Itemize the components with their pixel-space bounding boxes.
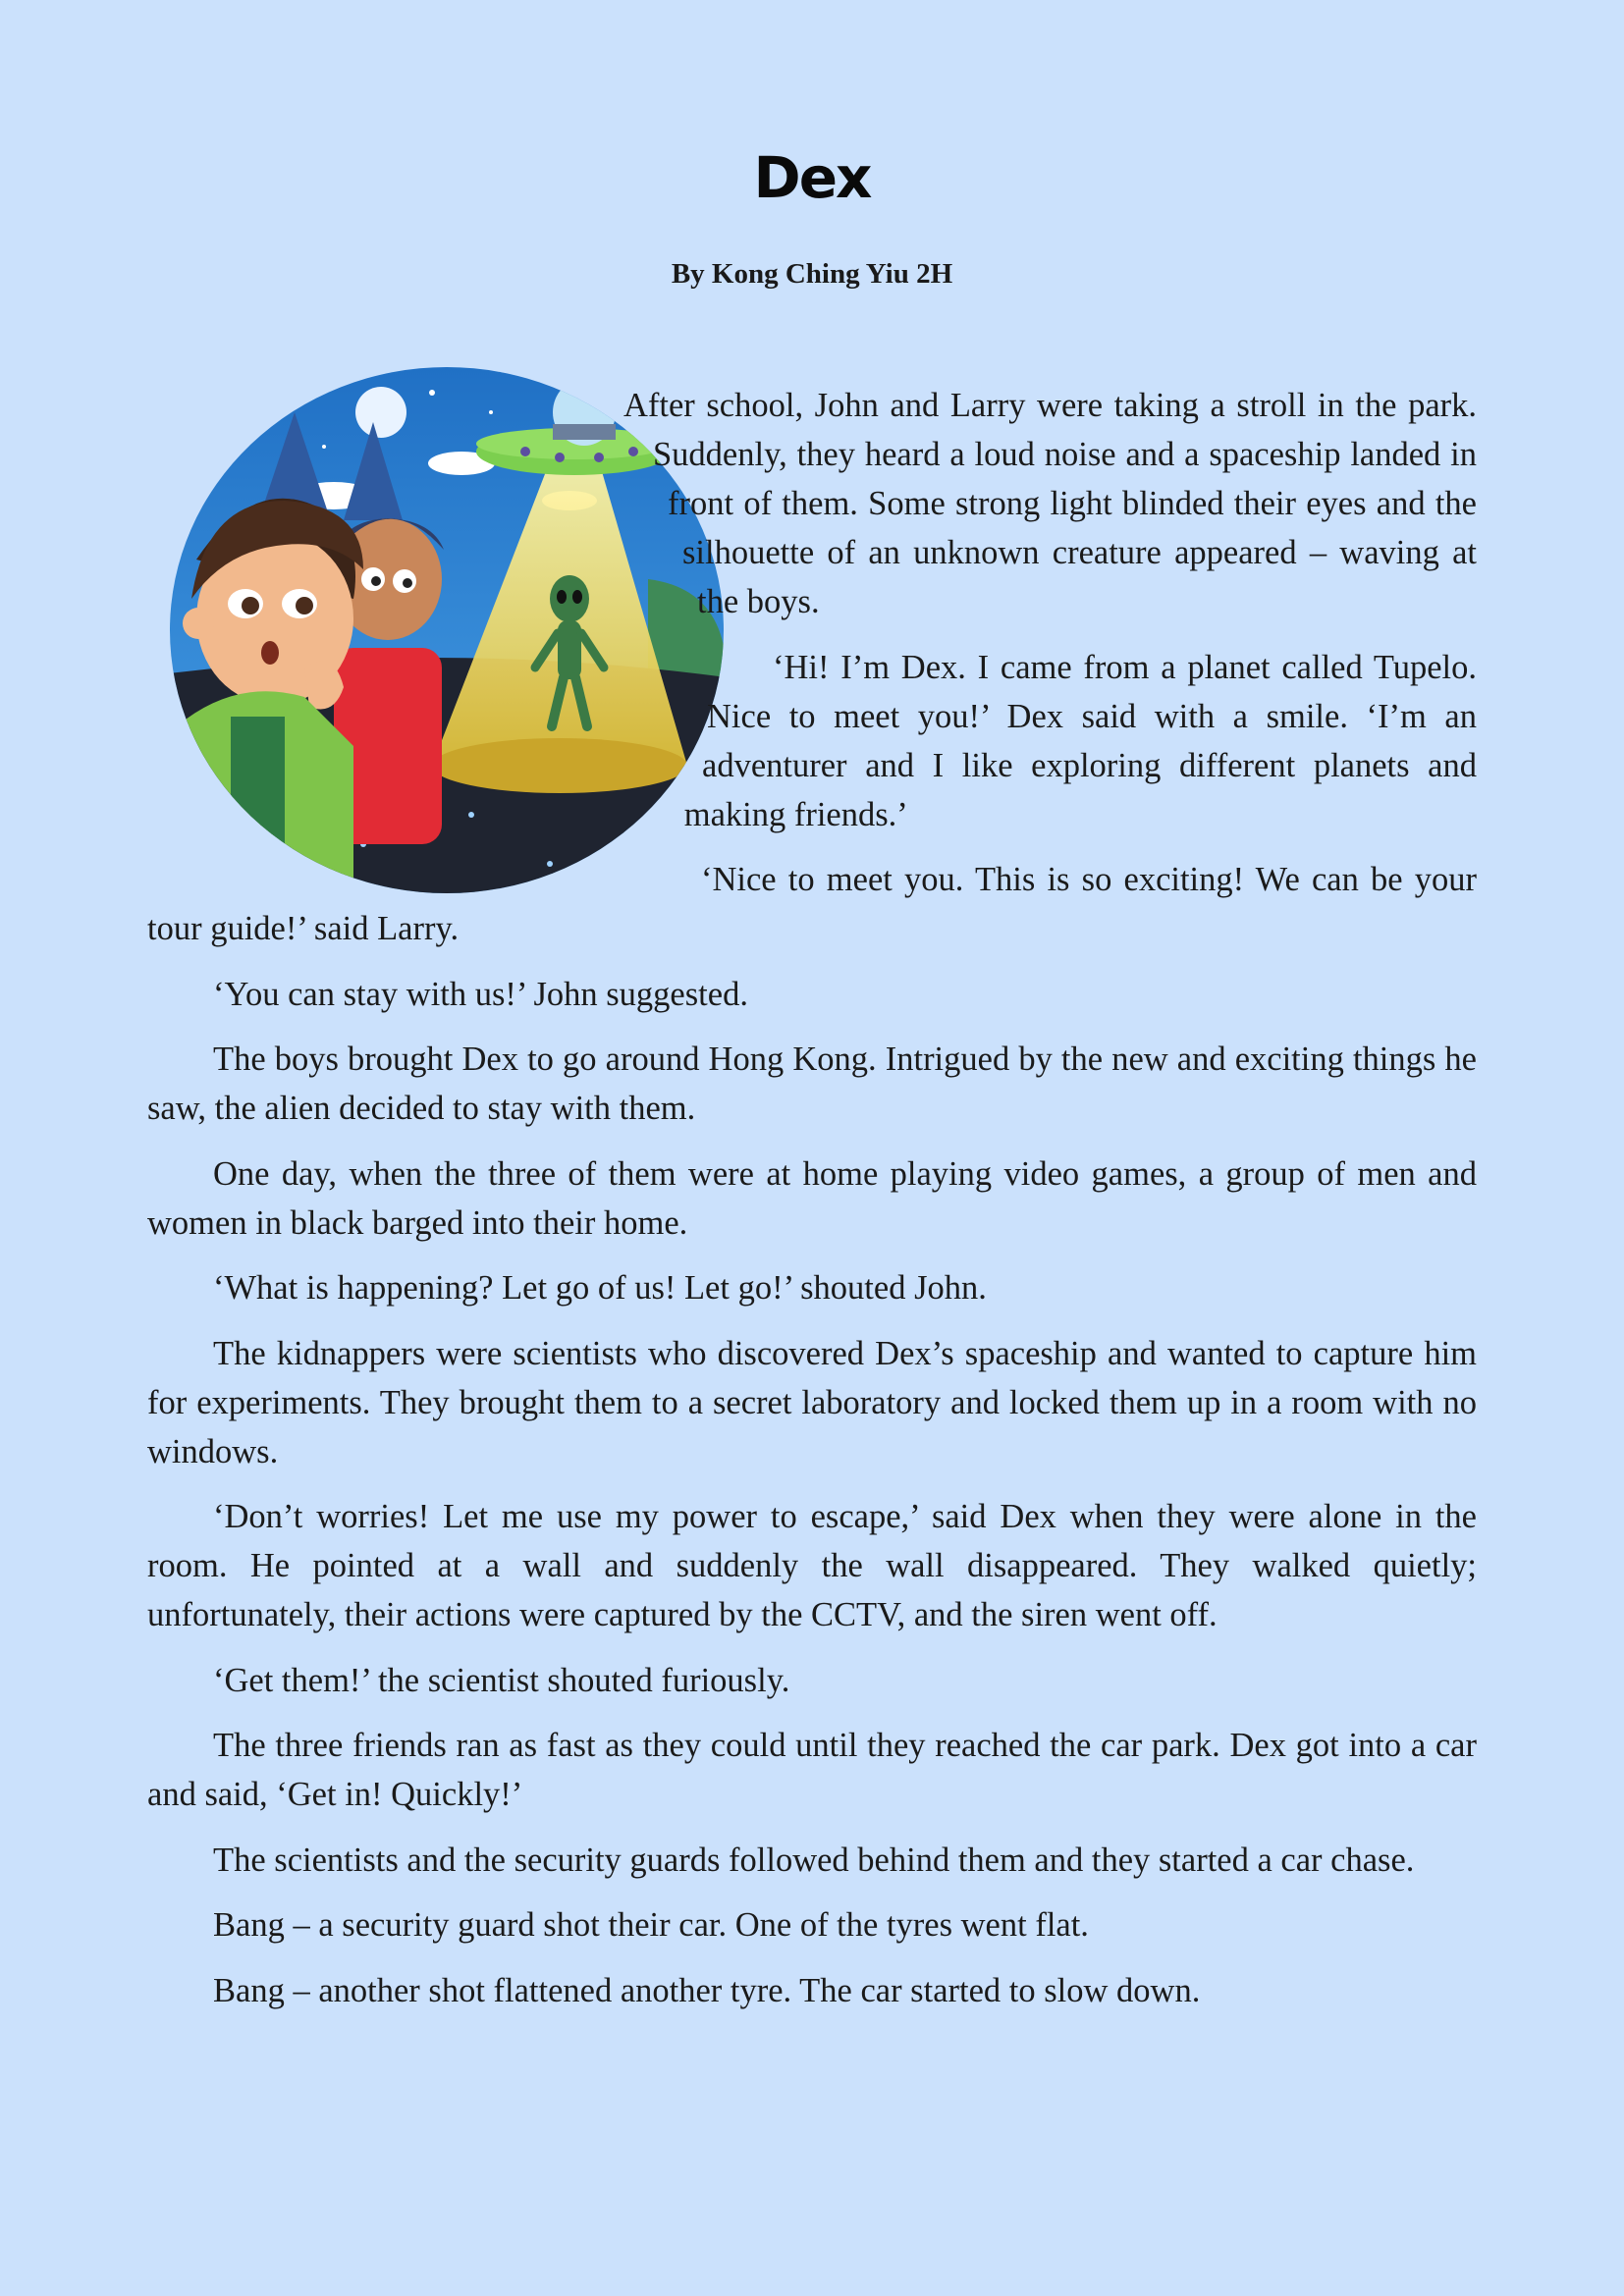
- story-paragraph: The three friends ran as fast as they could until they reached the car park. Dex got into a car and said, ‘Get in! Quickly!’: [147, 1727, 1477, 1813]
- story-paragraph: ‘Nice to meet you. This is so exciting! We can be your tour guide!’ said Larry.: [147, 861, 1477, 947]
- story-paragraph: Bang – a security guard shot their car. One of the tyres went flat.: [213, 1906, 1089, 1944]
- story-paragraph: The kidnappers were scientists who discovered Dex’s spaceship and wanted to capture him for experiments. They brought them to a secret laboratory and locked them up in a room with no windows.: [147, 1334, 1477, 1470]
- story-paragraph: Bang – another shot flattened another tyre. The car started to slow down.: [213, 1971, 1201, 2009]
- story-author: By Kong Ching Yiu 2H: [671, 258, 953, 290]
- story-paragraph: ‘Don’t worries! Let me use my power to escape,’ said Dex when they were alone in the room. He pointed at a wall and suddenly the wall disappeared. They walked quietly; unfortunately, their actions were captured by the CCTV, and the siren went off.: [147, 1498, 1477, 1633]
- story-paragraph: ‘You can stay with us!’ John suggested.: [213, 975, 748, 1013]
- story-paragraph: One day, when the three of them were at home playing video games, a group of men and women in black barged into their home.: [147, 1154, 1477, 1242]
- story-paragraph: ‘Hi! I’m Dex. I came from a planet called Tupelo. Nice to meet you!’ Dex said with a smile. ‘I’m an adventurer and I like exploring different planets and making friends.’: [683, 648, 1477, 833]
- story-paragraph: ‘Get them!’ the scientist shouted furiously.: [213, 1661, 790, 1699]
- story-paragraph: After school, John and Larry were taking a stroll in the park. Suddenly, they heard a loud noise and a spaceship landed in front of them. Some strong light blinded their eyes and the silhouette of an unknown creature appeared – waving at the boys.: [623, 387, 1477, 620]
- story-paragraph: The boys brought Dex to go around Hong Kong. Intrigued by the new and exciting things he saw, the alien decided to stay with them.: [147, 1041, 1477, 1127]
- illustration-wrap-space: [147, 381, 736, 896]
- story-paragraph: The scientists and the security guards followed behind them and they started a car chase.: [213, 1841, 1415, 1879]
- story-title: Dex: [753, 144, 871, 211]
- story-paragraph: ‘What is happening? Let go of us! Let go!’ shouted John.: [213, 1269, 987, 1307]
- story-body: [147, 381, 1477, 2031]
